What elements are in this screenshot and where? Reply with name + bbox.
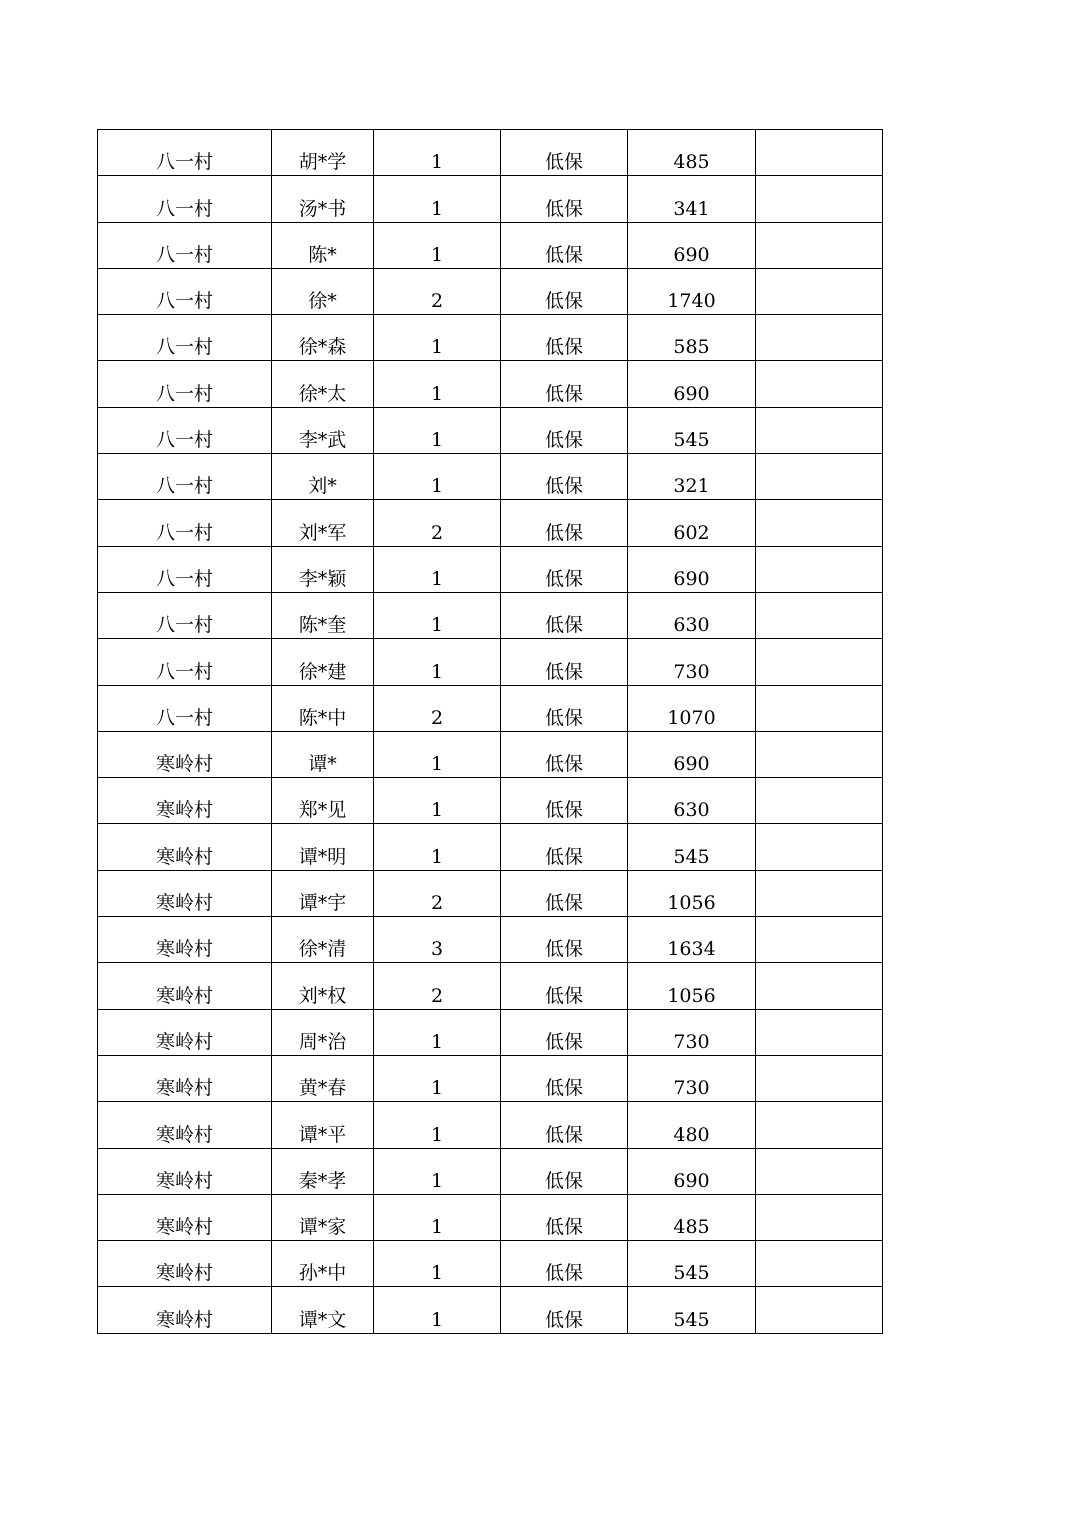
table-row <box>98 1194 883 1240</box>
household-count-cell: 2 <box>374 870 501 916</box>
household-count-cell: 2 <box>374 268 501 314</box>
note-cell <box>756 870 883 916</box>
assistance-type-cell: 低保 <box>501 1241 628 1287</box>
household-count-cell: 1 <box>374 1287 501 1333</box>
name-cell: 刘*军 <box>272 500 374 546</box>
household-count-cell: 1 <box>374 731 501 777</box>
note-cell <box>756 1148 883 1194</box>
village-cell: 八一村 <box>98 315 272 361</box>
amount-cell: 1070 <box>628 685 756 731</box>
assistance-type-cell: 低保 <box>501 454 628 500</box>
table-row <box>98 407 883 453</box>
name-cell: 谭*宇 <box>272 870 374 916</box>
amount-cell: 545 <box>628 1287 756 1333</box>
note-cell <box>756 731 883 777</box>
name-cell: 胡*学 <box>272 130 374 176</box>
table-row <box>98 268 883 314</box>
amount-cell: 1634 <box>628 917 756 963</box>
assistance-type-cell: 低保 <box>501 1287 628 1333</box>
name-cell: 孙*中 <box>272 1241 374 1287</box>
table-row <box>98 963 883 1009</box>
name-cell: 谭*家 <box>272 1194 374 1240</box>
amount-cell: 730 <box>628 639 756 685</box>
data-table <box>97 129 883 1334</box>
amount-cell: 1056 <box>628 963 756 1009</box>
note-cell <box>756 407 883 453</box>
amount-cell: 602 <box>628 500 756 546</box>
assistance-type-cell: 低保 <box>501 315 628 361</box>
household-count-cell: 1 <box>374 361 501 407</box>
assistance-type-cell: 低保 <box>501 1148 628 1194</box>
household-count-cell: 1 <box>374 407 501 453</box>
note-cell <box>756 546 883 592</box>
note-cell <box>756 361 883 407</box>
village-cell: 八一村 <box>98 685 272 731</box>
household-count-cell: 1 <box>374 1102 501 1148</box>
household-count-cell: 1 <box>374 176 501 222</box>
assistance-type-cell: 低保 <box>501 778 628 824</box>
amount-cell: 485 <box>628 130 756 176</box>
table-row <box>98 315 883 361</box>
household-count-cell: 1 <box>374 1009 501 1055</box>
assistance-type-cell: 低保 <box>501 1055 628 1101</box>
household-count-cell: 1 <box>374 1241 501 1287</box>
village-cell: 寒岭村 <box>98 1287 272 1333</box>
table-row <box>98 639 883 685</box>
village-cell: 八一村 <box>98 639 272 685</box>
table-row <box>98 1102 883 1148</box>
household-count-cell: 1 <box>374 454 501 500</box>
table-row <box>98 176 883 222</box>
name-cell: 谭*文 <box>272 1287 374 1333</box>
name-cell: 周*治 <box>272 1009 374 1055</box>
table-row <box>98 1241 883 1287</box>
note-cell <box>756 824 883 870</box>
village-cell: 八一村 <box>98 407 272 453</box>
household-count-cell: 3 <box>374 917 501 963</box>
amount-cell: 1056 <box>628 870 756 916</box>
name-cell: 徐*清 <box>272 917 374 963</box>
note-cell <box>756 1194 883 1240</box>
household-count-cell: 1 <box>374 130 501 176</box>
table-row <box>98 222 883 268</box>
household-count-cell: 1 <box>374 1055 501 1101</box>
amount-cell: 630 <box>628 778 756 824</box>
amount-cell: 585 <box>628 315 756 361</box>
table-row <box>98 454 883 500</box>
village-cell: 寒岭村 <box>98 870 272 916</box>
table-row <box>98 870 883 916</box>
name-cell: 谭*平 <box>272 1102 374 1148</box>
note-cell <box>756 639 883 685</box>
name-cell: 郑*见 <box>272 778 374 824</box>
assistance-type-cell: 低保 <box>501 639 628 685</box>
name-cell: 秦*孝 <box>272 1148 374 1194</box>
assistance-type-cell: 低保 <box>501 592 628 638</box>
name-cell: 刘* <box>272 454 374 500</box>
amount-cell: 690 <box>628 546 756 592</box>
household-count-cell: 2 <box>374 685 501 731</box>
village-cell: 八一村 <box>98 454 272 500</box>
table-row <box>98 130 883 176</box>
assistance-type-cell: 低保 <box>501 963 628 1009</box>
amount-cell: 690 <box>628 1148 756 1194</box>
assistance-type-cell: 低保 <box>501 870 628 916</box>
table-row <box>98 546 883 592</box>
name-cell: 陈* <box>272 222 374 268</box>
table-row <box>98 824 883 870</box>
amount-cell: 730 <box>628 1055 756 1101</box>
village-cell: 寒岭村 <box>98 824 272 870</box>
name-cell: 徐*森 <box>272 315 374 361</box>
note-cell <box>756 454 883 500</box>
village-cell: 八一村 <box>98 592 272 638</box>
name-cell: 谭* <box>272 731 374 777</box>
amount-cell: 690 <box>628 222 756 268</box>
amount-cell: 690 <box>628 361 756 407</box>
table-row <box>98 731 883 777</box>
name-cell: 汤*书 <box>272 176 374 222</box>
amount-cell: 321 <box>628 454 756 500</box>
amount-cell: 630 <box>628 592 756 638</box>
village-cell: 八一村 <box>98 130 272 176</box>
name-cell: 徐* <box>272 268 374 314</box>
name-cell: 徐*建 <box>272 639 374 685</box>
village-cell: 寒岭村 <box>98 1241 272 1287</box>
household-count-cell: 1 <box>374 1148 501 1194</box>
table-row <box>98 685 883 731</box>
household-count-cell: 1 <box>374 639 501 685</box>
household-count-cell: 1 <box>374 592 501 638</box>
assistance-type-cell: 低保 <box>501 731 628 777</box>
village-cell: 寒岭村 <box>98 1009 272 1055</box>
amount-cell: 485 <box>628 1194 756 1240</box>
assistance-type-cell: 低保 <box>501 685 628 731</box>
name-cell: 李*武 <box>272 407 374 453</box>
note-cell <box>756 778 883 824</box>
table-row <box>98 592 883 638</box>
household-count-cell: 1 <box>374 222 501 268</box>
household-count-cell: 1 <box>374 315 501 361</box>
village-cell: 八一村 <box>98 500 272 546</box>
name-cell: 徐*太 <box>272 361 374 407</box>
assistance-type-cell: 低保 <box>501 1009 628 1055</box>
table-body <box>98 130 883 1334</box>
assistance-type-cell: 低保 <box>501 1102 628 1148</box>
note-cell <box>756 917 883 963</box>
name-cell: 陈*中 <box>272 685 374 731</box>
note-cell <box>756 176 883 222</box>
village-cell: 八一村 <box>98 222 272 268</box>
household-count-cell: 2 <box>374 500 501 546</box>
note-cell <box>756 222 883 268</box>
table-row <box>98 1148 883 1194</box>
name-cell: 刘*权 <box>272 963 374 1009</box>
table-row <box>98 778 883 824</box>
village-cell: 寒岭村 <box>98 1055 272 1101</box>
note-cell <box>756 1287 883 1333</box>
household-count-cell: 2 <box>374 963 501 1009</box>
assistance-type-cell: 低保 <box>501 407 628 453</box>
table-row <box>98 1287 883 1333</box>
note-cell <box>756 1241 883 1287</box>
note-cell <box>756 592 883 638</box>
amount-cell: 545 <box>628 824 756 870</box>
note-cell <box>756 268 883 314</box>
assistance-type-cell: 低保 <box>501 1194 628 1240</box>
table-row <box>98 917 883 963</box>
amount-cell: 545 <box>628 407 756 453</box>
amount-cell: 545 <box>628 1241 756 1287</box>
table-row <box>98 361 883 407</box>
table-row <box>98 1009 883 1055</box>
village-cell: 八一村 <box>98 176 272 222</box>
note-cell <box>756 685 883 731</box>
assistance-type-cell: 低保 <box>501 361 628 407</box>
table-row <box>98 500 883 546</box>
village-cell: 寒岭村 <box>98 1194 272 1240</box>
village-cell: 寒岭村 <box>98 1102 272 1148</box>
village-cell: 寒岭村 <box>98 778 272 824</box>
amount-cell: 341 <box>628 176 756 222</box>
household-count-cell: 1 <box>374 1194 501 1240</box>
note-cell <box>756 1102 883 1148</box>
assistance-type-cell: 低保 <box>501 546 628 592</box>
amount-cell: 730 <box>628 1009 756 1055</box>
assistance-type-cell: 低保 <box>501 222 628 268</box>
village-cell: 寒岭村 <box>98 963 272 1009</box>
village-cell: 八一村 <box>98 268 272 314</box>
household-count-cell: 1 <box>374 778 501 824</box>
note-cell <box>756 315 883 361</box>
village-cell: 寒岭村 <box>98 731 272 777</box>
assistance-type-cell: 低保 <box>501 176 628 222</box>
village-cell: 八一村 <box>98 546 272 592</box>
note-cell <box>756 1055 883 1101</box>
village-cell: 八一村 <box>98 361 272 407</box>
note-cell <box>756 500 883 546</box>
name-cell: 黄*春 <box>272 1055 374 1101</box>
assistance-type-cell: 低保 <box>501 500 628 546</box>
name-cell: 谭*明 <box>272 824 374 870</box>
name-cell: 陈*奎 <box>272 592 374 638</box>
note-cell <box>756 963 883 1009</box>
household-count-cell: 1 <box>374 824 501 870</box>
amount-cell: 1740 <box>628 268 756 314</box>
assistance-type-cell: 低保 <box>501 130 628 176</box>
note-cell <box>756 130 883 176</box>
assistance-type-cell: 低保 <box>501 917 628 963</box>
table-row <box>98 1055 883 1101</box>
village-cell: 寒岭村 <box>98 1148 272 1194</box>
note-cell <box>756 1009 883 1055</box>
assistance-type-cell: 低保 <box>501 824 628 870</box>
assistance-type-cell: 低保 <box>501 268 628 314</box>
name-cell: 李*颖 <box>272 546 374 592</box>
amount-cell: 480 <box>628 1102 756 1148</box>
village-cell: 寒岭村 <box>98 917 272 963</box>
amount-cell: 690 <box>628 731 756 777</box>
household-count-cell: 1 <box>374 546 501 592</box>
